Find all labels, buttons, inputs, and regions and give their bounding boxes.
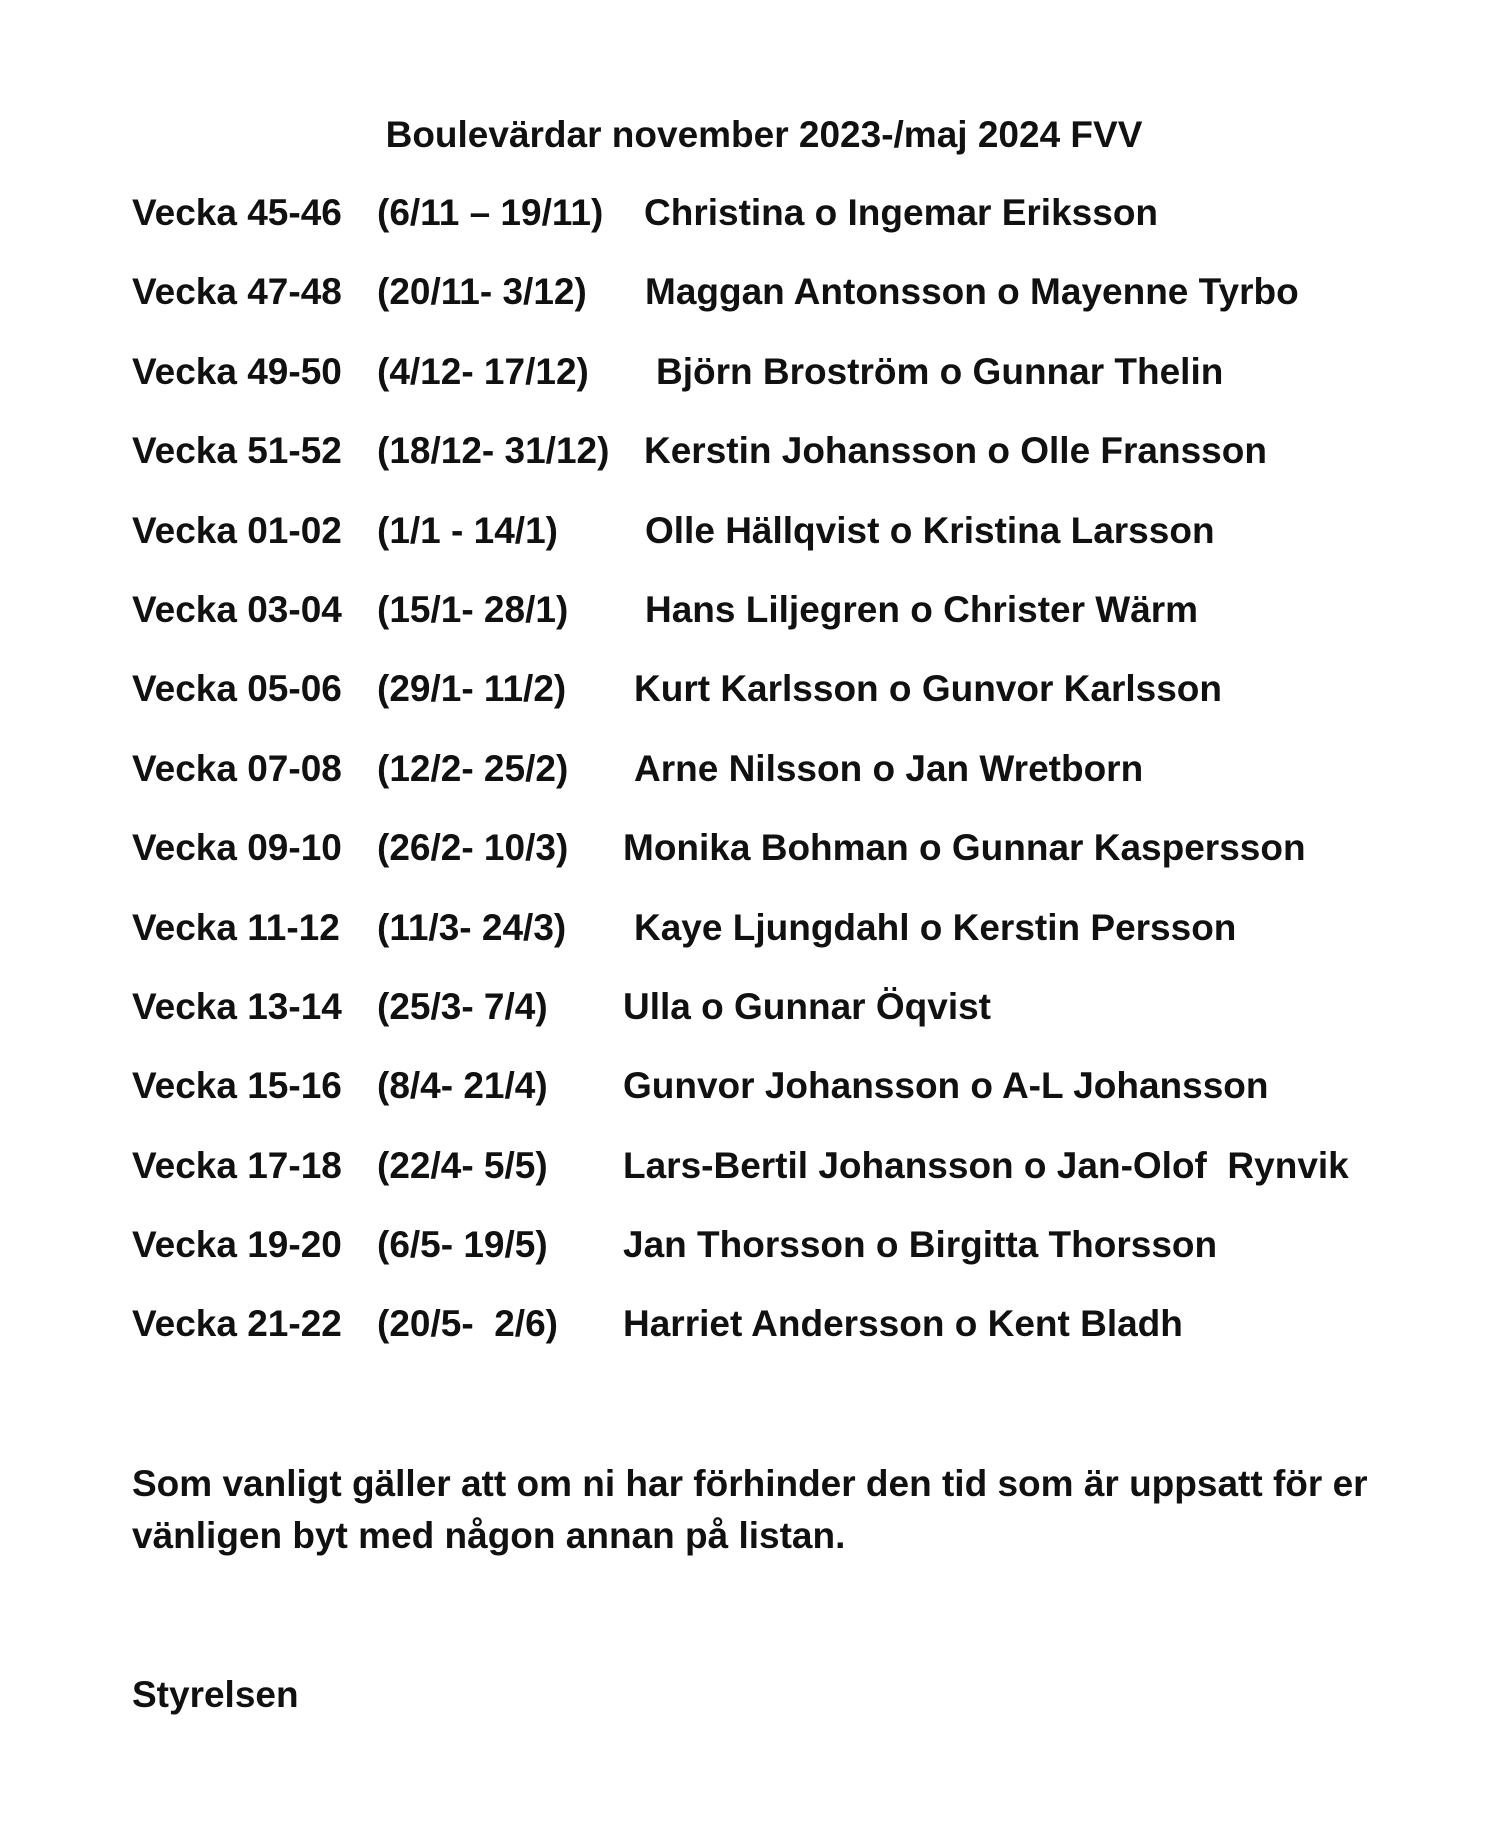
schedule-names: Monika Bohman o Gunnar Kaspersson <box>623 827 1306 869</box>
schedule-names: Kerstin Johansson o Olle Fransson <box>644 430 1267 472</box>
schedule-dates: (29/1- 11/2) <box>377 668 567 710</box>
schedule-week: Vecka 07-08 <box>132 747 342 789</box>
schedule-dates: (6/5- 19/5) <box>377 1224 548 1266</box>
schedule-dates: (26/2- 10/3) <box>377 827 569 869</box>
schedule-week: Vecka 47-48 <box>132 271 342 313</box>
schedule-names: Ulla o Gunnar Öqvist <box>623 985 991 1027</box>
schedule-names: Hans Liljegren o Christer Wärm <box>645 588 1199 630</box>
schedule-dates: (1/1 - 14/1) <box>377 509 558 551</box>
schedule-week: Vecka 45-46 <box>132 192 342 233</box>
schedule-dates: (22/4- 5/5) <box>377 1144 548 1186</box>
schedule-names: Olle Hällqvist o Kristina Larsson <box>645 509 1215 551</box>
schedule-week: Vecka 15-16 <box>132 1065 342 1107</box>
schedule-dates: (8/4- 21/4) <box>377 1065 548 1107</box>
schedule-dates: (6/11 – 19/11) <box>377 192 604 233</box>
schedule-dates: (12/2- 25/2) <box>377 747 569 789</box>
schedule-week: Vecka 03-04 <box>132 588 342 630</box>
schedule-names: Kaye Ljungdahl o Kerstin Persson <box>634 906 1237 948</box>
schedule-names: Christina o Ingemar Eriksson <box>644 192 1159 233</box>
schedule-week: Vecka 13-14 <box>132 985 342 1027</box>
schedule-names: Gunvor Johansson o A-L Johansson <box>623 1065 1269 1107</box>
schedule-dates: (11/3- 24/3) <box>377 906 567 948</box>
schedule-dates: (20/5- 2/6) <box>377 1303 558 1345</box>
schedule-dates: (15/1- 28/1) <box>377 588 569 630</box>
document-title: Boulevärdar november 2023-/maj 2024 FVV <box>385 114 1143 155</box>
signature: Styrelsen <box>132 1674 299 1715</box>
schedule-week: Vecka 49-50 <box>132 350 342 392</box>
schedule-names: Arne Nilsson o Jan Wretborn <box>634 747 1144 789</box>
schedule-names: Kurt Karlsson o Gunvor Karlsson <box>634 668 1222 710</box>
schedule-week: Vecka 21-22 <box>132 1303 342 1345</box>
schedule-week: Vecka 05-06 <box>132 668 342 710</box>
schedule-week: Vecka 51-52 <box>132 430 342 472</box>
schedule-names: Harriet Andersson o Kent Bladh <box>623 1303 1183 1345</box>
schedule-week: Vecka 01-02 <box>132 509 342 551</box>
schedule-names: Jan Thorsson o Birgitta Thorsson <box>623 1224 1218 1266</box>
schedule-week: Vecka 17-18 <box>132 1144 342 1186</box>
note-text: Som vanligt gäller att om ni har förhinder den tid som är uppsatt för er vänligen byt med någon annan på listan. <box>132 1463 1368 1556</box>
schedule-dates: (25/3- 7/4) <box>377 985 548 1027</box>
schedule-dates: (18/12- 31/12) <box>377 430 610 472</box>
schedule-names: Lars-Bertil Johansson o Jan-Olof Rynvik <box>623 1144 1349 1186</box>
schedule-week: Vecka 19-20 <box>132 1224 342 1266</box>
schedule-week: Vecka 11-12 <box>132 906 340 948</box>
schedule-names: Maggan Antonsson o Mayenne Tyrbo <box>645 271 1299 313</box>
schedule-names: Björn Broström o Gunnar Thelin <box>656 350 1224 392</box>
schedule-week: Vecka 09-10 <box>132 827 342 869</box>
schedule-dates: (20/11- 3/12) <box>377 271 587 313</box>
schedule-dates: (4/12- 17/12) <box>377 350 589 392</box>
